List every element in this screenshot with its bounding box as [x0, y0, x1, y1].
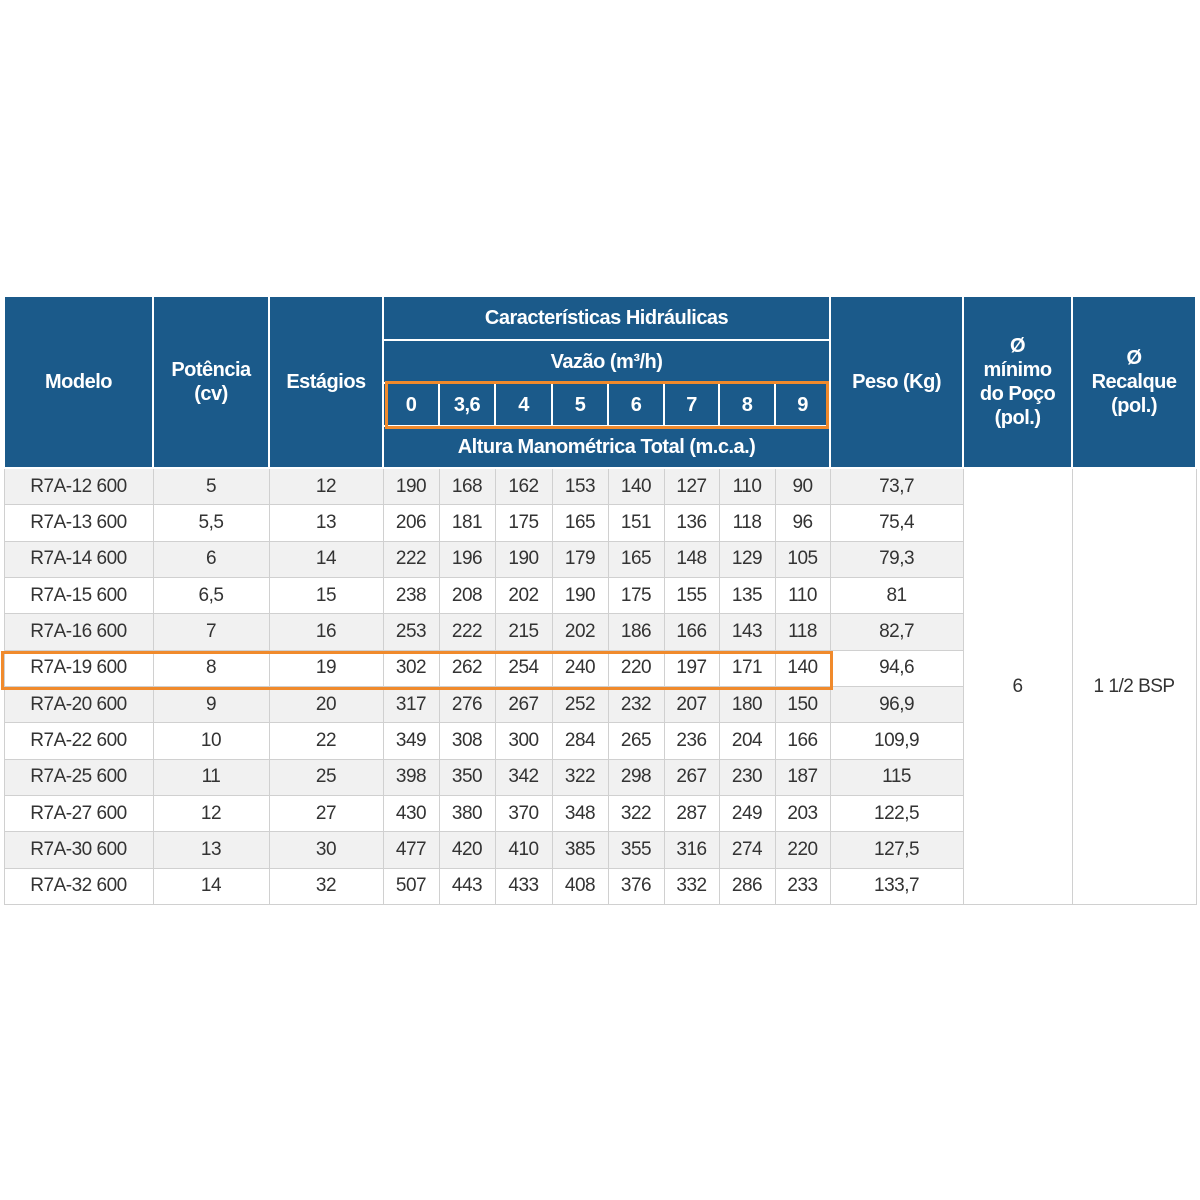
cell-head: 220	[608, 650, 664, 686]
header-peso: Peso (Kg)	[830, 296, 963, 468]
cell-recalque: 1 1/2 BSP	[1072, 468, 1196, 905]
cell-potencia: 6,5	[153, 577, 269, 613]
cell-head: 197	[664, 650, 719, 686]
cell-head: 348	[552, 795, 608, 831]
cell-potencia: 14	[153, 868, 269, 904]
cell-head: 110	[775, 577, 830, 613]
cell-head: 443	[439, 868, 495, 904]
cell-head: 204	[719, 723, 775, 759]
flow-value-header: 0	[383, 383, 439, 426]
cell-potencia: 13	[153, 832, 269, 868]
cell-head: 166	[775, 723, 830, 759]
cell-head: 276	[439, 686, 495, 722]
cell-head: 385	[552, 832, 608, 868]
cell-head: 202	[552, 614, 608, 650]
cell-estagios: 30	[269, 832, 383, 868]
cell-modelo: R7A-20 600	[4, 686, 153, 722]
cell-head: 206	[383, 505, 439, 541]
cell-head: 477	[383, 832, 439, 868]
cell-head: 140	[608, 468, 664, 505]
cell-estagios: 12	[269, 468, 383, 505]
cell-head: 190	[552, 577, 608, 613]
cell-head: 118	[775, 614, 830, 650]
header-poco-line3: do Poço	[979, 383, 1056, 405]
cell-head: 105	[775, 541, 830, 577]
cell-estagios: 19	[269, 650, 383, 686]
cell-head: 398	[383, 759, 439, 795]
cell-potencia: 5	[153, 468, 269, 505]
cell-peso: 133,7	[830, 868, 963, 904]
cell-estagios: 14	[269, 541, 383, 577]
cell-head: 151	[608, 505, 664, 541]
cell-head: 253	[383, 614, 439, 650]
cell-potencia: 12	[153, 795, 269, 831]
cell-head: 252	[552, 686, 608, 722]
cell-head: 262	[439, 650, 495, 686]
cell-head: 135	[719, 577, 775, 613]
cell-peso: 115	[830, 759, 963, 795]
cell-peso: 82,7	[830, 614, 963, 650]
cell-poco: 6	[963, 468, 1072, 905]
cell-head: 190	[495, 541, 552, 577]
cell-estagios: 15	[269, 577, 383, 613]
cell-head: 233	[775, 868, 830, 904]
cell-head: 232	[608, 686, 664, 722]
cell-head: 286	[719, 868, 775, 904]
cell-head: 171	[719, 650, 775, 686]
cell-head: 175	[608, 577, 664, 613]
cell-head: 186	[608, 614, 664, 650]
cell-modelo: R7A-22 600	[4, 723, 153, 759]
cell-peso: 81	[830, 577, 963, 613]
header-poco-line4: (pol.)	[994, 407, 1041, 429]
cell-head: 308	[439, 723, 495, 759]
cell-head: 143	[719, 614, 775, 650]
cell-head: 153	[552, 468, 608, 505]
cell-modelo: R7A-32 600	[4, 868, 153, 904]
cell-head: 317	[383, 686, 439, 722]
cell-head: 203	[775, 795, 830, 831]
cell-head: 254	[495, 650, 552, 686]
diameter-symbol: Ø	[1126, 347, 1142, 369]
flow-value-header: 5	[552, 383, 608, 426]
header-potencia-label: Potência	[171, 359, 251, 381]
cell-head: 222	[439, 614, 495, 650]
cell-head: 175	[495, 505, 552, 541]
cell-modelo: R7A-19 600	[4, 650, 153, 686]
cell-head: 238	[383, 577, 439, 613]
cell-head: 322	[552, 759, 608, 795]
cell-head: 322	[608, 795, 664, 831]
cell-head: 302	[383, 650, 439, 686]
header-modelo: Modelo	[4, 296, 153, 468]
cell-head: 208	[439, 577, 495, 613]
cell-potencia: 11	[153, 759, 269, 795]
cell-head: 129	[719, 541, 775, 577]
header-potencia	[153, 296, 269, 468]
flow-value-header: 4	[495, 383, 552, 426]
cell-peso: 122,5	[830, 795, 963, 831]
cell-modelo: R7A-15 600	[4, 577, 153, 613]
cell-head: 380	[439, 795, 495, 831]
cell-estagios: 20	[269, 686, 383, 722]
cell-head: 430	[383, 795, 439, 831]
cell-modelo: R7A-27 600	[4, 795, 153, 831]
cell-estagios: 13	[269, 505, 383, 541]
cell-head: 350	[439, 759, 495, 795]
cell-peso: 127,5	[830, 832, 963, 868]
cell-head: 190	[383, 468, 439, 505]
cell-head: 136	[664, 505, 719, 541]
cell-head: 150	[775, 686, 830, 722]
cell-head: 355	[608, 832, 664, 868]
cell-potencia: 10	[153, 723, 269, 759]
header-potencia-unit: (cv)	[194, 383, 228, 405]
cell-head: 110	[719, 468, 775, 505]
cell-head: 127	[664, 468, 719, 505]
cell-potencia: 7	[153, 614, 269, 650]
cell-head: 90	[775, 468, 830, 505]
cell-head: 433	[495, 868, 552, 904]
header-recalque-line2: Recalque	[1091, 371, 1177, 393]
cell-modelo: R7A-14 600	[4, 541, 153, 577]
cell-modelo: R7A-13 600	[4, 505, 153, 541]
flow-value-header: 9	[775, 383, 830, 426]
header-recalque	[1072, 296, 1196, 468]
cell-head: 222	[383, 541, 439, 577]
header-poco-line2: mínimo	[983, 359, 1052, 381]
header-altura: Altura Manométrica Total (m.c.a.)	[383, 426, 830, 468]
cell-peso: 109,9	[830, 723, 963, 759]
cell-head: 179	[552, 541, 608, 577]
header-recalque-line3: (pol.)	[1111, 395, 1157, 417]
cell-head: 230	[719, 759, 775, 795]
cell-peso: 73,7	[830, 468, 963, 505]
header-caracteristicas: Características Hidráulicas	[383, 296, 830, 340]
cell-head: 376	[608, 868, 664, 904]
diameter-symbol: Ø	[1010, 335, 1026, 357]
cell-head: 300	[495, 723, 552, 759]
cell-estagios: 16	[269, 614, 383, 650]
cell-head: 298	[608, 759, 664, 795]
flow-value-header: 3,6	[439, 383, 495, 426]
cell-head: 148	[664, 541, 719, 577]
cell-head: 332	[664, 868, 719, 904]
cell-modelo: R7A-25 600	[4, 759, 153, 795]
cell-potencia: 5,5	[153, 505, 269, 541]
cell-head: 265	[608, 723, 664, 759]
cell-head: 507	[383, 868, 439, 904]
pump-spec-table	[3, 295, 1197, 905]
cell-modelo: R7A-12 600	[4, 468, 153, 505]
cell-head: 166	[664, 614, 719, 650]
cell-head: 168	[439, 468, 495, 505]
cell-head: 196	[439, 541, 495, 577]
cell-head: 274	[719, 832, 775, 868]
cell-head: 96	[775, 505, 830, 541]
cell-head: 240	[552, 650, 608, 686]
cell-head: 349	[383, 723, 439, 759]
cell-head: 342	[495, 759, 552, 795]
cell-head: 155	[664, 577, 719, 613]
cell-head: 207	[664, 686, 719, 722]
cell-head: 118	[719, 505, 775, 541]
cell-head: 316	[664, 832, 719, 868]
cell-peso: 79,3	[830, 541, 963, 577]
cell-head: 181	[439, 505, 495, 541]
cell-head: 267	[664, 759, 719, 795]
cell-head: 267	[495, 686, 552, 722]
cell-head: 220	[775, 832, 830, 868]
cell-head: 408	[552, 868, 608, 904]
cell-estagios: 27	[269, 795, 383, 831]
table-body	[4, 468, 1196, 905]
cell-peso: 75,4	[830, 505, 963, 541]
cell-head: 165	[552, 505, 608, 541]
flow-value-header: 6	[608, 383, 664, 426]
cell-modelo: R7A-30 600	[4, 832, 153, 868]
cell-estagios: 22	[269, 723, 383, 759]
flow-value-header: 7	[664, 383, 719, 426]
cell-head: 202	[495, 577, 552, 613]
cell-potencia: 8	[153, 650, 269, 686]
cell-head: 140	[775, 650, 830, 686]
cell-head: 410	[495, 832, 552, 868]
flow-value-header: 8	[719, 383, 775, 426]
cell-head: 236	[664, 723, 719, 759]
cell-head: 165	[608, 541, 664, 577]
header-poco	[963, 296, 1072, 468]
cell-head: 187	[775, 759, 830, 795]
cell-head: 420	[439, 832, 495, 868]
table-row	[4, 468, 1196, 505]
header-estagios: Estágios	[269, 296, 383, 468]
cell-head: 215	[495, 614, 552, 650]
cell-estagios: 32	[269, 868, 383, 904]
cell-potencia: 9	[153, 686, 269, 722]
cell-estagios: 25	[269, 759, 383, 795]
header-vazao: Vazão (m³/h)	[383, 340, 830, 383]
cell-peso: 96,9	[830, 686, 963, 722]
cell-head: 249	[719, 795, 775, 831]
cell-head: 287	[664, 795, 719, 831]
cell-modelo: R7A-16 600	[4, 614, 153, 650]
cell-head: 162	[495, 468, 552, 505]
cell-peso: 94,6	[830, 650, 963, 686]
cell-head: 180	[719, 686, 775, 722]
cell-head: 370	[495, 795, 552, 831]
cell-head: 284	[552, 723, 608, 759]
cell-potencia: 6	[153, 541, 269, 577]
